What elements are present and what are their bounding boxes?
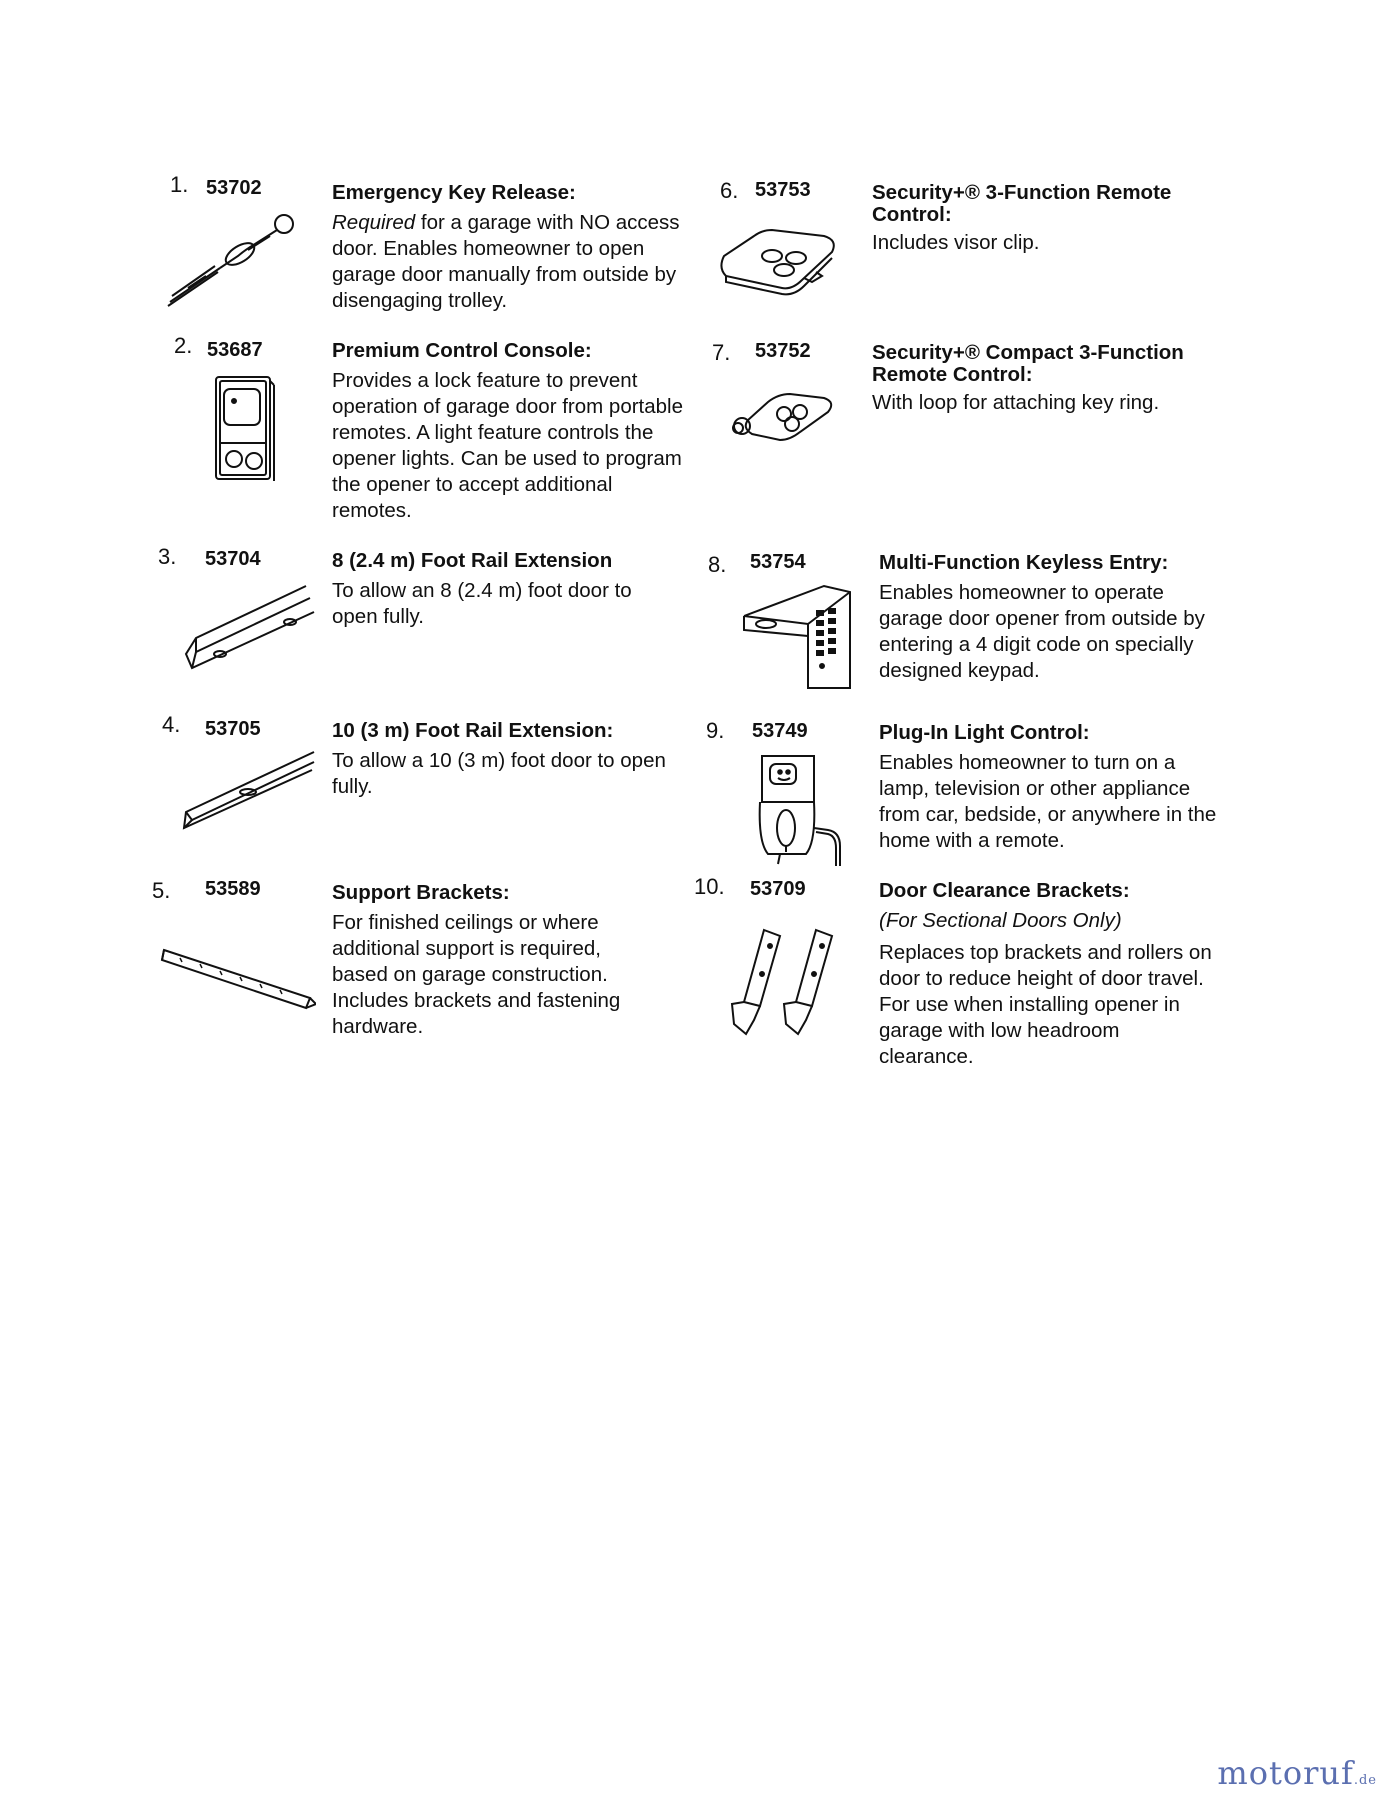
item-number: 10. xyxy=(694,874,725,899)
item-description: Includes visor clip. xyxy=(872,231,1040,254)
key-release-icon xyxy=(160,210,300,310)
part-number: 53709 xyxy=(750,878,806,900)
part-number: 53754 xyxy=(750,551,806,573)
item-number: 2. xyxy=(174,333,193,358)
part-number: 53753 xyxy=(755,179,811,201)
watermark-text: motoruf xyxy=(1217,1754,1354,1792)
compact-remote-icon xyxy=(728,388,840,444)
item-title: Security+® 3-Function Remote Control: xyxy=(872,181,1172,226)
item-number: 5. xyxy=(152,878,171,903)
part-number: 53752 xyxy=(755,340,811,362)
item-number: 6. xyxy=(720,178,739,203)
rail-extension-icon xyxy=(178,748,318,836)
item-description: Provides a lock feature to prevent operation of garage door from portable remotes. A light feature controls the opener lights. Can be used to program the opener to accept additional remotes. xyxy=(332,369,684,522)
item-title: Emergency Key Release: xyxy=(332,181,576,204)
item-description: To allow an 8 (2.4 m) foot door to open fully. xyxy=(332,579,632,628)
item-title: 10 (3 m) Foot Rail Extension: xyxy=(332,719,614,742)
item-number: 1. xyxy=(170,172,189,197)
item-title: Multi-Function Keyless Entry: xyxy=(879,551,1169,574)
item-number: 9. xyxy=(706,718,725,743)
sectional-doors-note: (For Sectional Doors Only) xyxy=(879,909,1122,932)
clearance-bracket-icon xyxy=(728,924,844,1040)
item-description: With loop for attaching key ring. xyxy=(872,391,1160,414)
rail-extension-icon xyxy=(180,582,320,672)
part-number: 53705 xyxy=(205,718,261,740)
required-emphasis: Required xyxy=(332,211,416,234)
item-note xyxy=(879,908,1219,934)
control-console-icon xyxy=(212,373,278,485)
item-title: Support Brackets: xyxy=(332,881,510,904)
item-number: 4. xyxy=(162,712,181,737)
item-title: 8 (2.4 m) Foot Rail Extension xyxy=(332,549,613,572)
part-number: 53704 xyxy=(205,548,261,570)
item-description: For finished ceilings or where additional support is required, based on garage construction. Includes brackets and fastening hardware. xyxy=(332,911,621,1038)
keypad-icon xyxy=(740,580,852,692)
part-number: 53702 xyxy=(206,177,262,199)
item-description: To allow a 10 (3 m) foot door to open fully. xyxy=(332,749,666,798)
item-title: Door Clearance Brackets: xyxy=(879,879,1130,902)
item-description xyxy=(332,210,692,314)
part-number: 53687 xyxy=(207,339,263,361)
item-number: 3. xyxy=(158,544,177,569)
item-description: Replaces top brackets and rollers on door to reduce height of door travel. For use when installing opener in garage with low headroom clearance. xyxy=(879,941,1212,1068)
item-title: Plug-In Light Control: xyxy=(879,721,1090,744)
part-number: 53749 xyxy=(752,720,808,742)
watermark-suffix: .de xyxy=(1353,1773,1377,1788)
item-description: Enables homeowner to turn on a lamp, television or other appliance from car, bedside, or anywhere in the home with a remote. xyxy=(879,751,1217,852)
item-title: Security+® Compact 3-Function Remote Control: xyxy=(872,341,1184,386)
item-title: Premium Control Console: xyxy=(332,339,592,362)
support-bracket-icon xyxy=(160,946,316,1018)
item-number: 8. xyxy=(708,552,727,577)
item-number: 7. xyxy=(712,340,731,365)
watermark-logo xyxy=(1217,1754,1377,1792)
remote-control-icon xyxy=(712,226,844,298)
part-number: 53589 xyxy=(205,878,261,900)
plug-in-control-icon xyxy=(756,752,848,868)
item-description: Enables homeowner to operate garage door opener from outside by entering a 4 digit code on specially designed keypad. xyxy=(879,581,1205,682)
item-description-text: for a garage with NO access door. Enables homeowner to open garage door manually from outside by disengaging trolley. xyxy=(332,211,680,312)
